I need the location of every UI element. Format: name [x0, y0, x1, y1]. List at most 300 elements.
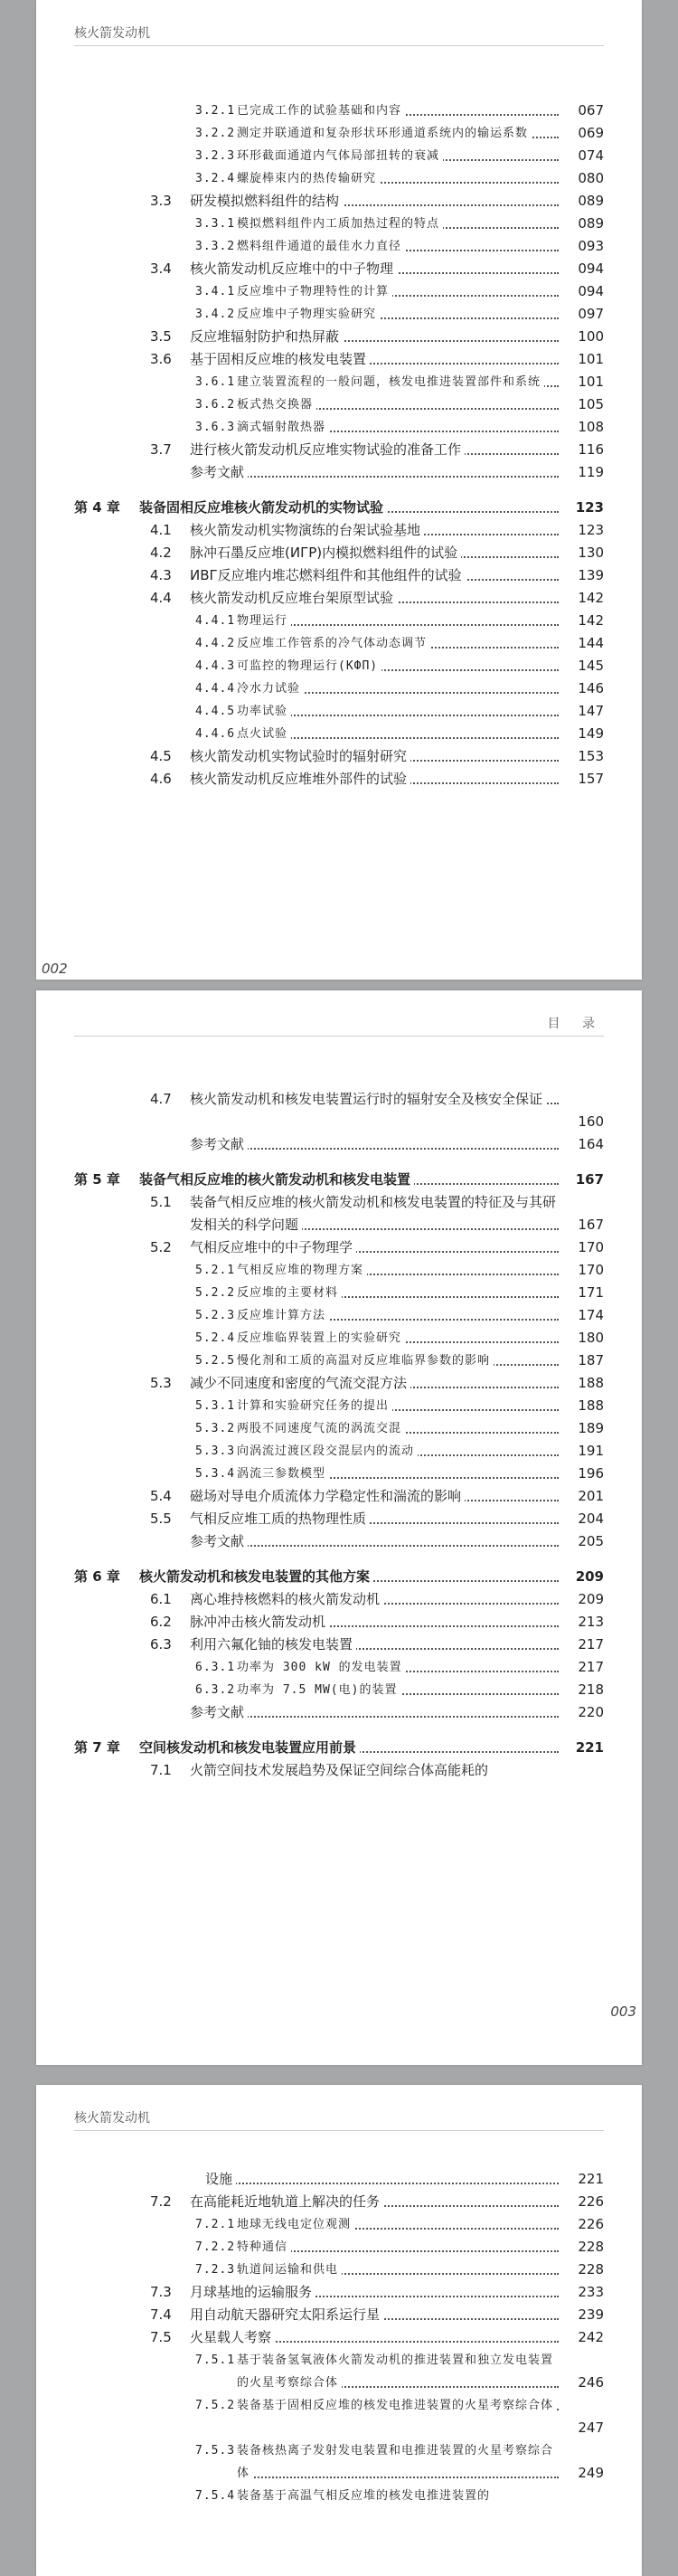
- toc-entry[interactable]: [74, 190, 604, 213]
- section-title-text: 脉冲石墨反应堆(ИГР)内模拟燃料组件的试验: [190, 545, 461, 561]
- section-title-text: 磁场对导电介质流体力学稳定性和湍流的影响: [190, 1488, 465, 1504]
- section-title: [237, 1350, 562, 1372]
- section-number: 4.4.2: [195, 637, 236, 650]
- section-title: [237, 99, 562, 122]
- toc-entry[interactable]: [74, 2281, 604, 2304]
- section-number: 3.2.4: [195, 172, 236, 185]
- toc-entry[interactable]: [74, 280, 604, 303]
- section-number: 5.2.5: [195, 1354, 236, 1368]
- section-title-text: 参考文献: [190, 1136, 248, 1152]
- section-title: [190, 190, 562, 213]
- section-title-text: 反应堆临界装置上的实验研究: [237, 1331, 405, 1345]
- section-title: [190, 1133, 562, 1156]
- page-number: 119: [578, 464, 604, 480]
- section-number: 5.3.2: [195, 1422, 236, 1435]
- page-number: 139: [578, 567, 604, 583]
- section-title-text: 向涡流过渡区段交混层内的流动: [237, 1444, 418, 1458]
- page-number: 221: [578, 2171, 604, 2187]
- page-number: 145: [578, 658, 604, 674]
- section-title-text: 参考文献: [190, 1533, 248, 1549]
- toc-entry[interactable]: [74, 122, 604, 145]
- section-title-text: 装备基于高温气相反应堆的核发电推进装置的: [237, 2489, 494, 2503]
- toc-entry[interactable]: [74, 348, 604, 371]
- page-number: 093: [578, 238, 604, 254]
- section-title: [237, 1304, 562, 1327]
- toc-entry[interactable]: [74, 1656, 604, 1679]
- section-number: 5.2.1: [195, 1264, 236, 1277]
- section-number: 7.5.4: [195, 2489, 236, 2503]
- section-number: 5.3.4: [195, 1467, 236, 1481]
- section-title: [237, 1440, 562, 1463]
- page-number: 213: [578, 1614, 604, 1630]
- section-title-text: 核火箭发动机反应堆台架原型试验: [190, 590, 397, 606]
- section-number: 3.4: [150, 260, 172, 277]
- section-number: 4.3: [150, 567, 172, 583]
- toc-entry[interactable]: [74, 1701, 604, 1724]
- section-number: 4.4.3: [195, 659, 236, 673]
- page-number: 144: [578, 635, 604, 651]
- section-title-text: 核火箭发动机和核发电装置的其他方案: [139, 1568, 373, 1585]
- toc-entry[interactable]: [74, 1485, 604, 1508]
- section-title-text: 反应堆的主要材料: [237, 1286, 342, 1300]
- section-title-text: 轨道间运输和供电: [237, 2263, 342, 2277]
- section-title: [237, 145, 562, 167]
- section-title-text: 设施: [205, 2171, 236, 2187]
- page-number: 101: [578, 351, 604, 367]
- page-number: 174: [578, 1307, 604, 1323]
- section-title: [139, 1737, 562, 1759]
- toc-entry[interactable]: [74, 1191, 604, 1236]
- section-title: [237, 1259, 562, 1282]
- section-title: [190, 519, 562, 542]
- section-number: 7.1: [150, 1762, 172, 1778]
- page-number: 149: [578, 725, 604, 742]
- toc-entry[interactable]: [74, 2213, 604, 2236]
- section-title-text: 月球基地的运输服务: [190, 2284, 315, 2300]
- toc-entry[interactable]: [74, 2326, 604, 2349]
- running-header: 核火箭发动机: [74, 25, 604, 46]
- section-title: [190, 1588, 562, 1611]
- section-title: [190, 542, 562, 564]
- section-title-text: 装备核热离子发射发电装置和电推进装置的火星考察综合体: [237, 2444, 554, 2480]
- page-number: 220: [578, 1704, 604, 1720]
- toc-entry[interactable]: [74, 167, 604, 190]
- section-number: 7.4: [150, 2306, 172, 2323]
- section-title-text: 火箭空间技术发展趋势及保证空间综合体高能耗的: [190, 1762, 492, 1778]
- section-number: 5.1: [150, 1194, 172, 1210]
- section-title-text: 物理运行: [237, 614, 291, 628]
- toc-entry[interactable]: [74, 700, 604, 723]
- section-title: [190, 2281, 562, 2304]
- page-number: 217: [578, 1659, 604, 1675]
- page-number: 074: [578, 147, 604, 164]
- page-number: 123: [575, 499, 604, 516]
- page-number: 164: [578, 1136, 604, 1152]
- toc-list: [74, 99, 604, 791]
- page-number: 180: [578, 1330, 604, 1346]
- page-number: 188: [578, 1397, 604, 1414]
- toc-entry[interactable]: [74, 1759, 604, 1782]
- section-title-text: 已完成工作的试验基础和内容: [237, 104, 405, 118]
- page-number: 170: [578, 1262, 604, 1278]
- section-number: 7.5.2: [195, 2399, 236, 2412]
- section-title-text: 涡流三参数模型: [237, 1467, 329, 1481]
- page-number: 167: [575, 1171, 604, 1188]
- toc-entry[interactable]: [74, 1088, 604, 1133]
- toc-entry[interactable]: [74, 2394, 604, 2439]
- section-title: [237, 700, 562, 723]
- section-number: 5.3.3: [195, 1444, 236, 1458]
- toc-entry[interactable]: [74, 519, 604, 542]
- section-number: 4.4.1: [195, 614, 236, 628]
- toc-entry[interactable]: [74, 542, 604, 564]
- section-number: 3.6: [150, 351, 172, 367]
- page-002: [36, 0, 642, 980]
- page-number: 146: [578, 680, 604, 696]
- toc-entry[interactable]: [74, 723, 604, 745]
- section-title-text: 基于装备氢氧液体火箭发动机的推进装置和独立发电装置的火星考察综合体: [237, 2353, 554, 2390]
- toc-entry[interactable]: [74, 1611, 604, 1634]
- section-title-text: 离心堆持核燃料的核火箭发动机: [190, 1591, 383, 1607]
- page-number: 247: [578, 2420, 604, 2436]
- page-number: 228: [578, 2239, 604, 2255]
- page-number: 226: [578, 2193, 604, 2210]
- toc-entry[interactable]: [74, 768, 604, 791]
- section-title-text: ИВГ反应堆内堆芯燃料组件和其他组件的试验: [190, 567, 466, 583]
- section-title: [190, 1530, 562, 1553]
- section-number: 4.4.5: [195, 705, 236, 718]
- section-title-text: 脉冲冲击核火箭发动机: [190, 1614, 329, 1630]
- toc-entry[interactable]: [74, 1282, 604, 1304]
- section-title: [237, 2394, 562, 2417]
- page-number: 249: [578, 2465, 604, 2481]
- section-number: 4.1: [150, 522, 172, 538]
- page-number: 217: [578, 1636, 604, 1653]
- section-number: 4.2: [150, 545, 172, 561]
- section-title: [237, 122, 562, 145]
- section-title: [190, 326, 562, 348]
- toc-entry[interactable]: [74, 1417, 604, 1440]
- section-number: 6.2: [150, 1614, 172, 1630]
- section-number: 3.2.2: [195, 127, 236, 140]
- section-title: [190, 461, 562, 484]
- page-number: 101: [578, 374, 604, 390]
- chapter-entry[interactable]: [74, 1566, 604, 1588]
- section-title: [190, 1634, 562, 1656]
- section-title-text: 利用六氟化铀的核发电装置: [190, 1636, 356, 1653]
- section-number: 3.4.2: [195, 308, 236, 321]
- toc-entry[interactable]: [74, 2349, 604, 2394]
- section-number: 5.2.2: [195, 1286, 236, 1300]
- section-number: 6.3.2: [195, 1683, 236, 1697]
- toc-entry[interactable]: [74, 1679, 604, 1701]
- chapter-entry[interactable]: [74, 497, 604, 519]
- section-title: [237, 371, 562, 393]
- section-title: [190, 1088, 562, 1111]
- toc-entry[interactable]: [74, 258, 604, 280]
- section-number: 7.2.2: [195, 2240, 236, 2254]
- page-number: 188: [578, 1375, 604, 1391]
- section-title-text: 核火箭发动机反应堆中的中子物理: [190, 260, 397, 277]
- page-number: 167: [578, 1217, 604, 1233]
- toc-entry[interactable]: [74, 2485, 604, 2507]
- page-number: 205: [578, 1533, 604, 1549]
- section-title-text: 反应堆中子物理特性的计算: [237, 285, 392, 298]
- toc-entry[interactable]: [74, 564, 604, 587]
- section-number: 5.2: [150, 1239, 172, 1255]
- section-title: [190, 768, 562, 791]
- section-title: [205, 2168, 562, 2191]
- section-number: 4.4.4: [195, 682, 236, 696]
- page-003: [36, 990, 642, 2065]
- section-title-text: 模拟燃料组件内工质加热过程的特点: [237, 217, 443, 231]
- section-number: 3.6.2: [195, 398, 236, 412]
- section-number: 5.4: [150, 1488, 172, 1504]
- section-title-text: 地球无线电定位观测: [237, 2218, 354, 2231]
- toc-entry[interactable]: [74, 2191, 604, 2213]
- section-title: [237, 416, 562, 439]
- page-number: 218: [578, 1681, 604, 1698]
- section-title: [190, 587, 562, 610]
- section-title: [139, 497, 562, 519]
- section-number: 3.4.1: [195, 285, 236, 298]
- section-title: [190, 2191, 562, 2213]
- section-number: 第 5 章: [74, 1171, 120, 1188]
- section-number: 7.2.1: [195, 2218, 236, 2231]
- section-number: 3.3.1: [195, 217, 236, 231]
- page-number: 094: [578, 260, 604, 277]
- toc-entry[interactable]: [74, 632, 604, 655]
- section-title-text: 螺旋棒束内的热传输研究: [237, 172, 380, 185]
- section-number: 5.3.1: [195, 1399, 236, 1413]
- page-number: 108: [578, 419, 604, 435]
- toc-entry[interactable]: [74, 1508, 604, 1530]
- toc-entry[interactable]: [74, 587, 604, 610]
- section-number: 7.5.3: [195, 2444, 236, 2458]
- section-title-text: 可监控的物理运行(КФП): [237, 659, 381, 673]
- toc-entry[interactable]: [74, 1259, 604, 1282]
- toc-entry[interactable]: [74, 99, 604, 122]
- page-number: 187: [578, 1352, 604, 1368]
- running-header: 目 录: [74, 1016, 604, 1037]
- section-number: 5.2.4: [195, 1331, 236, 1345]
- section-title: [237, 1417, 562, 1440]
- section-title: [237, 1395, 562, 1417]
- section-title: [237, 1282, 562, 1304]
- section-title: [190, 1372, 562, 1395]
- chapter-entry[interactable]: [74, 1169, 604, 1191]
- toc-entry[interactable]: [74, 145, 604, 167]
- section-title-text: 装备固相反应堆核火箭发动机的实物试验: [139, 499, 387, 516]
- toc-entry[interactable]: [74, 303, 604, 326]
- section-title-text: 参考文献: [190, 1704, 248, 1720]
- section-number: 6.3: [150, 1636, 172, 1653]
- section-title: [237, 280, 562, 303]
- page-number: 228: [578, 2261, 604, 2278]
- toc-entry[interactable]: [74, 2236, 604, 2259]
- section-title: [237, 632, 562, 655]
- toc-entry[interactable]: [74, 461, 604, 484]
- folio: 002: [42, 961, 68, 977]
- section-title-text: 燃料组件通道的最佳水力直径: [237, 240, 405, 253]
- toc-entry[interactable]: [74, 371, 604, 393]
- section-title-text: 参考文献: [190, 464, 248, 480]
- section-title: [237, 2259, 562, 2281]
- section-title: [237, 1463, 562, 1485]
- section-title: [237, 2236, 562, 2259]
- section-title-text: 气相反应堆中的中子物理学: [190, 1239, 356, 1255]
- page-number: 157: [578, 771, 604, 787]
- section-title: [139, 1169, 562, 1191]
- page-number: 209: [578, 1591, 604, 1607]
- toc-entry[interactable]: [74, 2168, 604, 2191]
- section-title: [237, 610, 562, 632]
- toc-entry[interactable]: [74, 326, 604, 348]
- page-number: 226: [578, 2216, 604, 2232]
- page-number: 123: [578, 522, 604, 538]
- chapter-entry[interactable]: [74, 1737, 604, 1759]
- toc-entry[interactable]: [74, 213, 604, 235]
- toc-entry[interactable]: [74, 1372, 604, 1395]
- section-title-text: 冷水力试验: [237, 682, 304, 696]
- section-title-text: 火星载人考察: [190, 2329, 275, 2345]
- section-number: 4.6: [150, 771, 172, 787]
- section-title: [237, 235, 562, 258]
- section-title-text: 在高能耗近地轨道上解决的任务: [190, 2193, 383, 2210]
- section-title: [190, 1191, 562, 1236]
- section-title-text: 两股不同速度气流的涡流交混: [237, 1422, 405, 1435]
- toc-entry[interactable]: [74, 235, 604, 258]
- section-title-text: 慢化剂和工质的高温对反应堆临界参数的影响: [237, 1354, 494, 1368]
- page-number: 105: [578, 396, 604, 412]
- page-number: 201: [578, 1488, 604, 1504]
- section-title-text: 测定并联通道和复杂形状环形通道系统内的输运系数: [237, 127, 532, 140]
- section-number: 4.4: [150, 590, 172, 606]
- section-title-text: 计算和实验研究任务的提出: [237, 1399, 392, 1413]
- section-title: [237, 303, 562, 326]
- section-title-text: 建立装置流程的一般问题，核发电推进装置部件和系统: [237, 375, 544, 389]
- toc-entry[interactable]: [74, 1530, 604, 1553]
- toc-entry[interactable]: [74, 1463, 604, 1485]
- toc-entry[interactable]: [74, 393, 604, 416]
- section-number: 第 7 章: [74, 1739, 120, 1756]
- section-number: 7.2.3: [195, 2263, 236, 2277]
- section-number: 7.5: [150, 2329, 172, 2345]
- section-title-text: 进行核火箭发动机反应堆实物试验的准备工作: [190, 441, 465, 458]
- section-title-text: 核火箭发动机实物演练的台架试验基地: [190, 522, 424, 538]
- section-title: [237, 1656, 562, 1679]
- toc-entry[interactable]: [74, 1236, 604, 1259]
- section-title-text: 气相反应堆的物理方案: [237, 1264, 367, 1277]
- page-number: 204: [578, 1511, 604, 1527]
- toc-entry[interactable]: [74, 2259, 604, 2281]
- section-title: [190, 1236, 562, 1259]
- page-number: 100: [578, 328, 604, 345]
- section-number: 5.2.3: [195, 1309, 236, 1322]
- toc-entry[interactable]: [74, 1440, 604, 1463]
- section-title-text: 反应堆工作管系的冷气体动态调节: [237, 637, 430, 650]
- toc-entry[interactable]: [74, 1133, 604, 1156]
- page-number: 189: [578, 1420, 604, 1436]
- section-number: 3.2.1: [195, 104, 236, 118]
- page-004: [36, 2085, 642, 2576]
- page-number: 130: [578, 545, 604, 561]
- page-number: 191: [578, 1443, 604, 1459]
- toc-entry[interactable]: [74, 745, 604, 768]
- section-title-text: 气相反应堆工质的热物理性质: [190, 1511, 370, 1527]
- section-number: 4.7: [150, 1091, 172, 1107]
- section-title: [190, 745, 562, 768]
- section-title-text: 装备气相反应堆的核火箭发动机和核发电装置的特征及与其研发相关的科学问题: [190, 1194, 557, 1233]
- page-number: 221: [575, 1739, 604, 1756]
- toc-entry[interactable]: [74, 1327, 604, 1350]
- section-title: [237, 723, 562, 745]
- section-title-text: 用自动航天器研究太阳系运行星: [190, 2306, 383, 2323]
- toc-entry[interactable]: [74, 416, 604, 439]
- section-number: 3.5: [150, 328, 172, 345]
- section-number: 7.5.1: [195, 2353, 236, 2367]
- section-number: 3.2.3: [195, 149, 236, 163]
- section-number: 7.2: [150, 2193, 172, 2210]
- section-title-text: 装备气相反应堆的核火箭发动机和核发电装置: [139, 1171, 414, 1188]
- section-title-text: 功率为 300 kW 的发电装置: [237, 1661, 406, 1674]
- section-title: [190, 2304, 562, 2326]
- page-number: 153: [578, 748, 604, 764]
- toc-entry[interactable]: [74, 439, 604, 461]
- toc-entry[interactable]: [74, 1395, 604, 1417]
- section-title-text: 装备基于固相反应堆的核发电推进装置的火星考察综合体: [237, 2399, 557, 2412]
- page-number: 142: [578, 590, 604, 606]
- page-number: 196: [578, 1465, 604, 1482]
- section-title: [237, 2485, 562, 2507]
- page-number: 069: [578, 125, 604, 141]
- toc-entry[interactable]: [74, 610, 604, 632]
- toc-entry[interactable]: [74, 1634, 604, 1656]
- toc-entry[interactable]: [74, 1304, 604, 1327]
- page-number: 160: [578, 1113, 604, 1130]
- section-title: [237, 677, 562, 700]
- toc-entry[interactable]: [74, 655, 604, 677]
- section-title-text: 环形截面通道内气体局部扭转的衰减: [237, 149, 443, 163]
- section-number: 第 6 章: [74, 1568, 120, 1585]
- section-title: [190, 1701, 562, 1724]
- section-title-text: 反应堆计算方法: [237, 1309, 329, 1322]
- toc-entry[interactable]: [74, 677, 604, 700]
- toc-entry[interactable]: [74, 1588, 604, 1611]
- section-number: 3.7: [150, 441, 172, 458]
- section-title: [190, 439, 562, 461]
- toc-entry[interactable]: [74, 1350, 604, 1372]
- page-number: 089: [578, 215, 604, 232]
- page-number: 097: [578, 306, 604, 322]
- section-number: 6.1: [150, 1591, 172, 1607]
- section-title: [237, 393, 562, 416]
- page-number: 170: [578, 1239, 604, 1255]
- page-number: 239: [578, 2306, 604, 2323]
- toc-entry[interactable]: [74, 2304, 604, 2326]
- section-title: [190, 258, 562, 280]
- section-title-text: 减少不同速度和密度的气流交混方法: [190, 1375, 410, 1391]
- section-title: [237, 2349, 562, 2394]
- page-number: 142: [578, 612, 604, 629]
- section-title: [237, 2439, 562, 2485]
- section-number: 3.3: [150, 193, 172, 209]
- section-title-text: 特种通信: [237, 2240, 291, 2254]
- toc-entry[interactable]: [74, 2439, 604, 2485]
- section-title: [237, 1327, 562, 1350]
- section-title-text: 反应堆中子物理实验研究: [237, 308, 380, 321]
- page-number: 116: [578, 441, 604, 458]
